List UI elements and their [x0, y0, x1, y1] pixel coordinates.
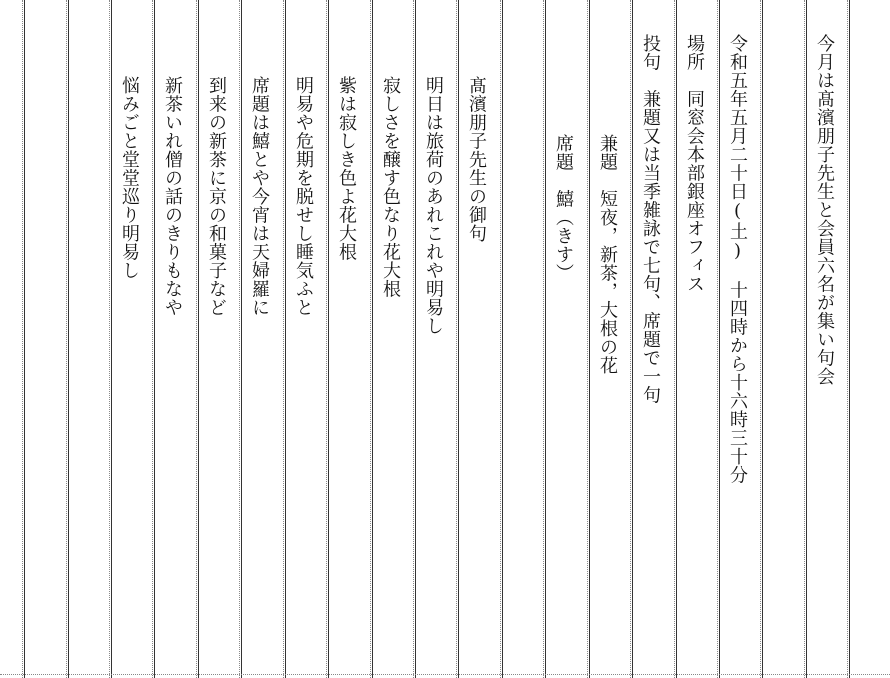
venue-line: 場所 同窓会本部銀座オフィス — [684, 34, 705, 293]
page-bottom-border — [0, 674, 890, 675]
intro-line: 今月は髙濱朋子先生と会員六名が集い句会 — [814, 34, 835, 386]
seat-topic-line: 席題 鱚（きす） — [553, 134, 574, 282]
haiku-line: 新茶いれ僧の話のきりもなや — [162, 76, 183, 317]
haiku-line: 寂しさを醸す色なり花大根 — [380, 76, 401, 298]
haiku-line: 席題は鱚とや今宵は天婦羅に — [249, 76, 270, 317]
assigned-topics-line: 兼題 短夜，新茶，大根の花 — [597, 134, 618, 375]
haiku-line: 悩みごと堂堂巡り明易し — [119, 76, 140, 280]
haiku-line: 明日は旅荷のあれこれや明易し — [423, 76, 444, 335]
haiku-line: 明易や危期を脱せし睡気ふと — [293, 76, 314, 317]
haiku-line: 紫は寂しき色よ花大根 — [336, 76, 357, 261]
date-time-line: 令和五年五月二十日(土) 十四時から十六時三十分 — [727, 34, 748, 484]
haiku-line: 到来の新茶に京の和菓子など — [206, 76, 227, 317]
teacher-haiku-heading: 髙濱朋子先生の御句 — [466, 76, 487, 243]
submission-rule-line: 投句 兼題又は当季雑詠で七句、席題で一句 — [640, 34, 661, 404]
